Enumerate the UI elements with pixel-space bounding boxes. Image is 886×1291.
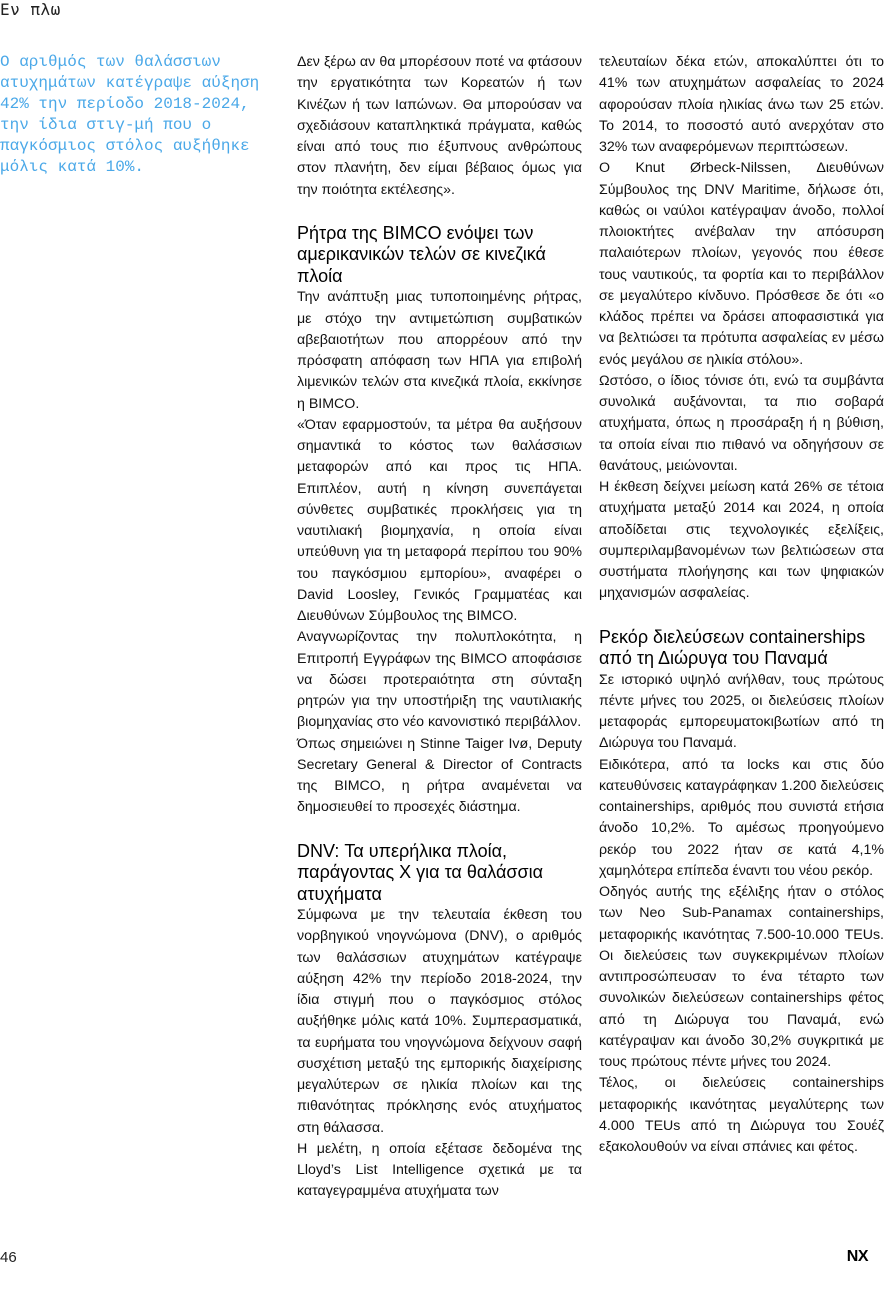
paragraph: τελευταίων δέκα ετών, αποκαλύπτει ότι το 41% των ατυχημάτων ασφαλείας το 2024 αφορούσαν πλοία ηλικίας άνω των 25 ετών. Το 2014, το ποσοστό αυτό ανερχόταν στο 32% των αναφερόμενων περιπτώσεων. xyxy=(599,54,884,155)
paragraph: Ωστόσο, ο ίδιος τόνισε ότι, ενώ τα συμβάντα συνολικά αυξάνονται, τα πιο σοβαρά ατυχήματα, όπως η προσάραξη ή η βύθιση, τα οποία είναι πιο πιθανό να οδηγήσουν σε θανάτους, μειώνονται. xyxy=(599,372,884,474)
paragraph: Αναγνωρίζοντας την πολυπλοκότητα, η Επιτροπή Εγγράφων της BIMCO αποφάσισε να δώσει προτεραιότητα στη σύνταξη ρητρών για την υποστήριξη της ναυτιλιακής βιομηχανίας στο νέο κανονιστικό περιβάλλον. xyxy=(297,629,582,731)
paragraph: Σε ιστορικό υψηλό ανήλθαν, τους πρώτους πέντε μήνες του 2025, οι διελεύσεις πλοίων μεταφοράς εμπορευματοκιβωτίων από τη Διώρυγα του Παναμά. xyxy=(599,671,884,752)
paragraph: Ο Knut Ørbeck-Nilssen, Διευθύνων Σύμβουλος της DNV Maritime, δήλωσε ότι, καθώς οι ναύλοι κατέγραψαν άνοδο, πολλοί πλοιοκτήτες ανέβαλαν την απόσυρση παλαιότερων πλοίων, γεγονός που έθεσε τους ναυτικούς, τα φορτία και το περιβάλλον σε μεγαλύτερο κίνδυνο. Πρόσθεσε δε ότι «ο κλάδος πρέπει να δράσει αποφασιστικά για να βελτιώσει τα πρότυπα ασφαλείας εν μέσω ενός μεγάλου σε ηλικία στόλου». xyxy=(599,160,884,368)
paragraph: Οδηγός αυτής της εξέλιξης ήταν ο στόλος των Neo Sub-Panamax containerships, μεταφορικής ικανότητας 7.500-10.000 TEUs. Οι διελεύσεις των συγκεκριμένων πλοίων αντιπροσώπευσαν το ένα τέταρτο των συνολικών διελεύσεων containerships φέτος από τη Διώρυγα του Παναμά, ενώ κατέγραψαν και άνοδο 30,2% συγκριτικά με τους πρώτους πέντε μήνες του 2024. xyxy=(599,884,884,1070)
paragraph: Την ανάπτυξη μιας τυποποιημένης ρήτρας, με στόχο την αντιμετώπιση συμβατικών αβεβαιοτήτων που απορρέουν από την πρόσφατη απόφαση των ΗΠΑ για επιβολή λιμενικών τελών στα κινεζικά πλοία, εκκίνησε η BIMCO. xyxy=(297,289,582,412)
heading-dnv: DNV: Τα υπερήλικα πλοία, παράγοντας Χ για τα θαλάσσια ατυχήματα xyxy=(297,840,544,904)
paragraph: Σύμφωνα με την τελευταία έκθεση του νορβηγικού νηογνώμονα (DNV), ο αριθμός των θαλάσσιων ατυχημάτων κατέγραψε αύξηση 42% την περίοδο 2018-2024, την ίδια στιγμή που ο παγκόσμιος στόλος αυξήθηκε μόλις κατά 10%. Συμπερασματικά, τα ευρήματα του νηογνώμονα δείχνουν σαφή συσχέτιση μεταξύ της εμπορικής διαχείρισης μεγαλύτερων σε ηλικία πλοίων και της πιθανότητας πρόκλησης ενός ατυχήματος στη θάλασσα. xyxy=(297,907,582,1136)
pull-quote: Ο αριθμός των θαλάσσιων ατυχημάτων κατέγραψε αύξηση 42% την περίοδο 2018-2024, την ίδια στιγ-μή που ο παγκόσμιος στόλος αυξήθηκε μόλις κατά 10%. xyxy=(0,53,260,176)
article-column-3 xyxy=(599,52,884,1158)
section-header: Εν πλω xyxy=(0,0,61,19)
page-number: 46 xyxy=(0,1249,17,1266)
paragraph: Τέλος, οι διελεύσεις containerships μεταφορικής ικανότητας μεγαλύτερης των 4.000 TEUs από τη Διώρυγα του Σουέζ εξακολουθούν να είναι σπάνιες και φέτος. xyxy=(599,1075,884,1155)
paragraph: Η έκθεση δείχνει μείωση κατά 26% σε τέτοια ατυχήματα μεταξύ 2014 και 2024, η οποία αποδίδεται στις τεχνολογικές εξελίξεις, συμπεριλαμβανομένων των βελτιώσεων στα συστήματα πλοήγησης και των ψηφιακών μηχανισμών ασφαλείας. xyxy=(599,479,884,602)
paragraph: Όπως σημειώνει η Stinne Taiger Ivø, Deputy Secretary General & Director of Contracts της BIMCO, η ρήτρα αναμένεται να δημοσιευθεί το προσεχές διάστημα. xyxy=(297,735,582,816)
publication-logo: NX xyxy=(846,1248,868,1265)
paragraph: Ειδικότερα, από τα locks και στις δύο κατευθύνσεις καταγράφηκαν 1.200 διελεύσεις containerships, αριθμός που συνιστά ετήσια άνοδο 10,2%. Το αμέσως προηγούμενο ρεκόρ του 2022 ήταν σε κατά 4,1% χαμηλότερα επίπεδα έναντι του νέου ρεκόρ. xyxy=(599,756,884,879)
paragraph: Η μελέτη, η οποία εξέτασε δεδομένα της Lloyd’s List Intelligence σχετικά με τα καταγεγραμμένα ατυχήματα των xyxy=(297,1140,582,1200)
heading-bimco: Ρήτρα της BIMCO ενόψει των αμερικανικών τελών σε κινεζικά πλοία xyxy=(297,222,546,286)
heading-panama: Ρεκόρ διελεύσεων containerships από τη Διώρυγα του Παναμά xyxy=(599,626,866,668)
paragraph: Δεν ξέρω αν θα μπορέσουν ποτέ να φτάσουν την εργατικότητα των Κορεατών ή των Κινέζων ή των Ιαπώνων. Θα μπορούσαν να σχεδιάσουν καταπληκτικά πράγματα, καθώς είναι από τους πιο έξυπνους ανθρώπους στον πλανήτη, δεν είμαι βέβαιος όμως για την ποιότητα εκτέλεσης». xyxy=(297,54,582,198)
article-column-2 xyxy=(297,52,582,1203)
paragraph: «Όταν εφαρμοστούν, τα μέτρα θα αυξήσουν σημαντικά το κόστος των θαλάσσιων μεταφορών από και προς τις ΗΠΑ. Επιπλέον, αυτή η κίνηση συνεπάγεται σύνθετες συμβατικές προκλήσεις για τη ναυτιλιακή βιομηχανία, η οποία είναι υπεύθυνη για τη μεταφορά περίπου του 90% του παγκόσμιου εμπορίου», αναφέρει ο David Loosley, Γενικός Γραμματέας και Διευθύνων Σύμβουλος της BIMCO. xyxy=(297,416,582,624)
